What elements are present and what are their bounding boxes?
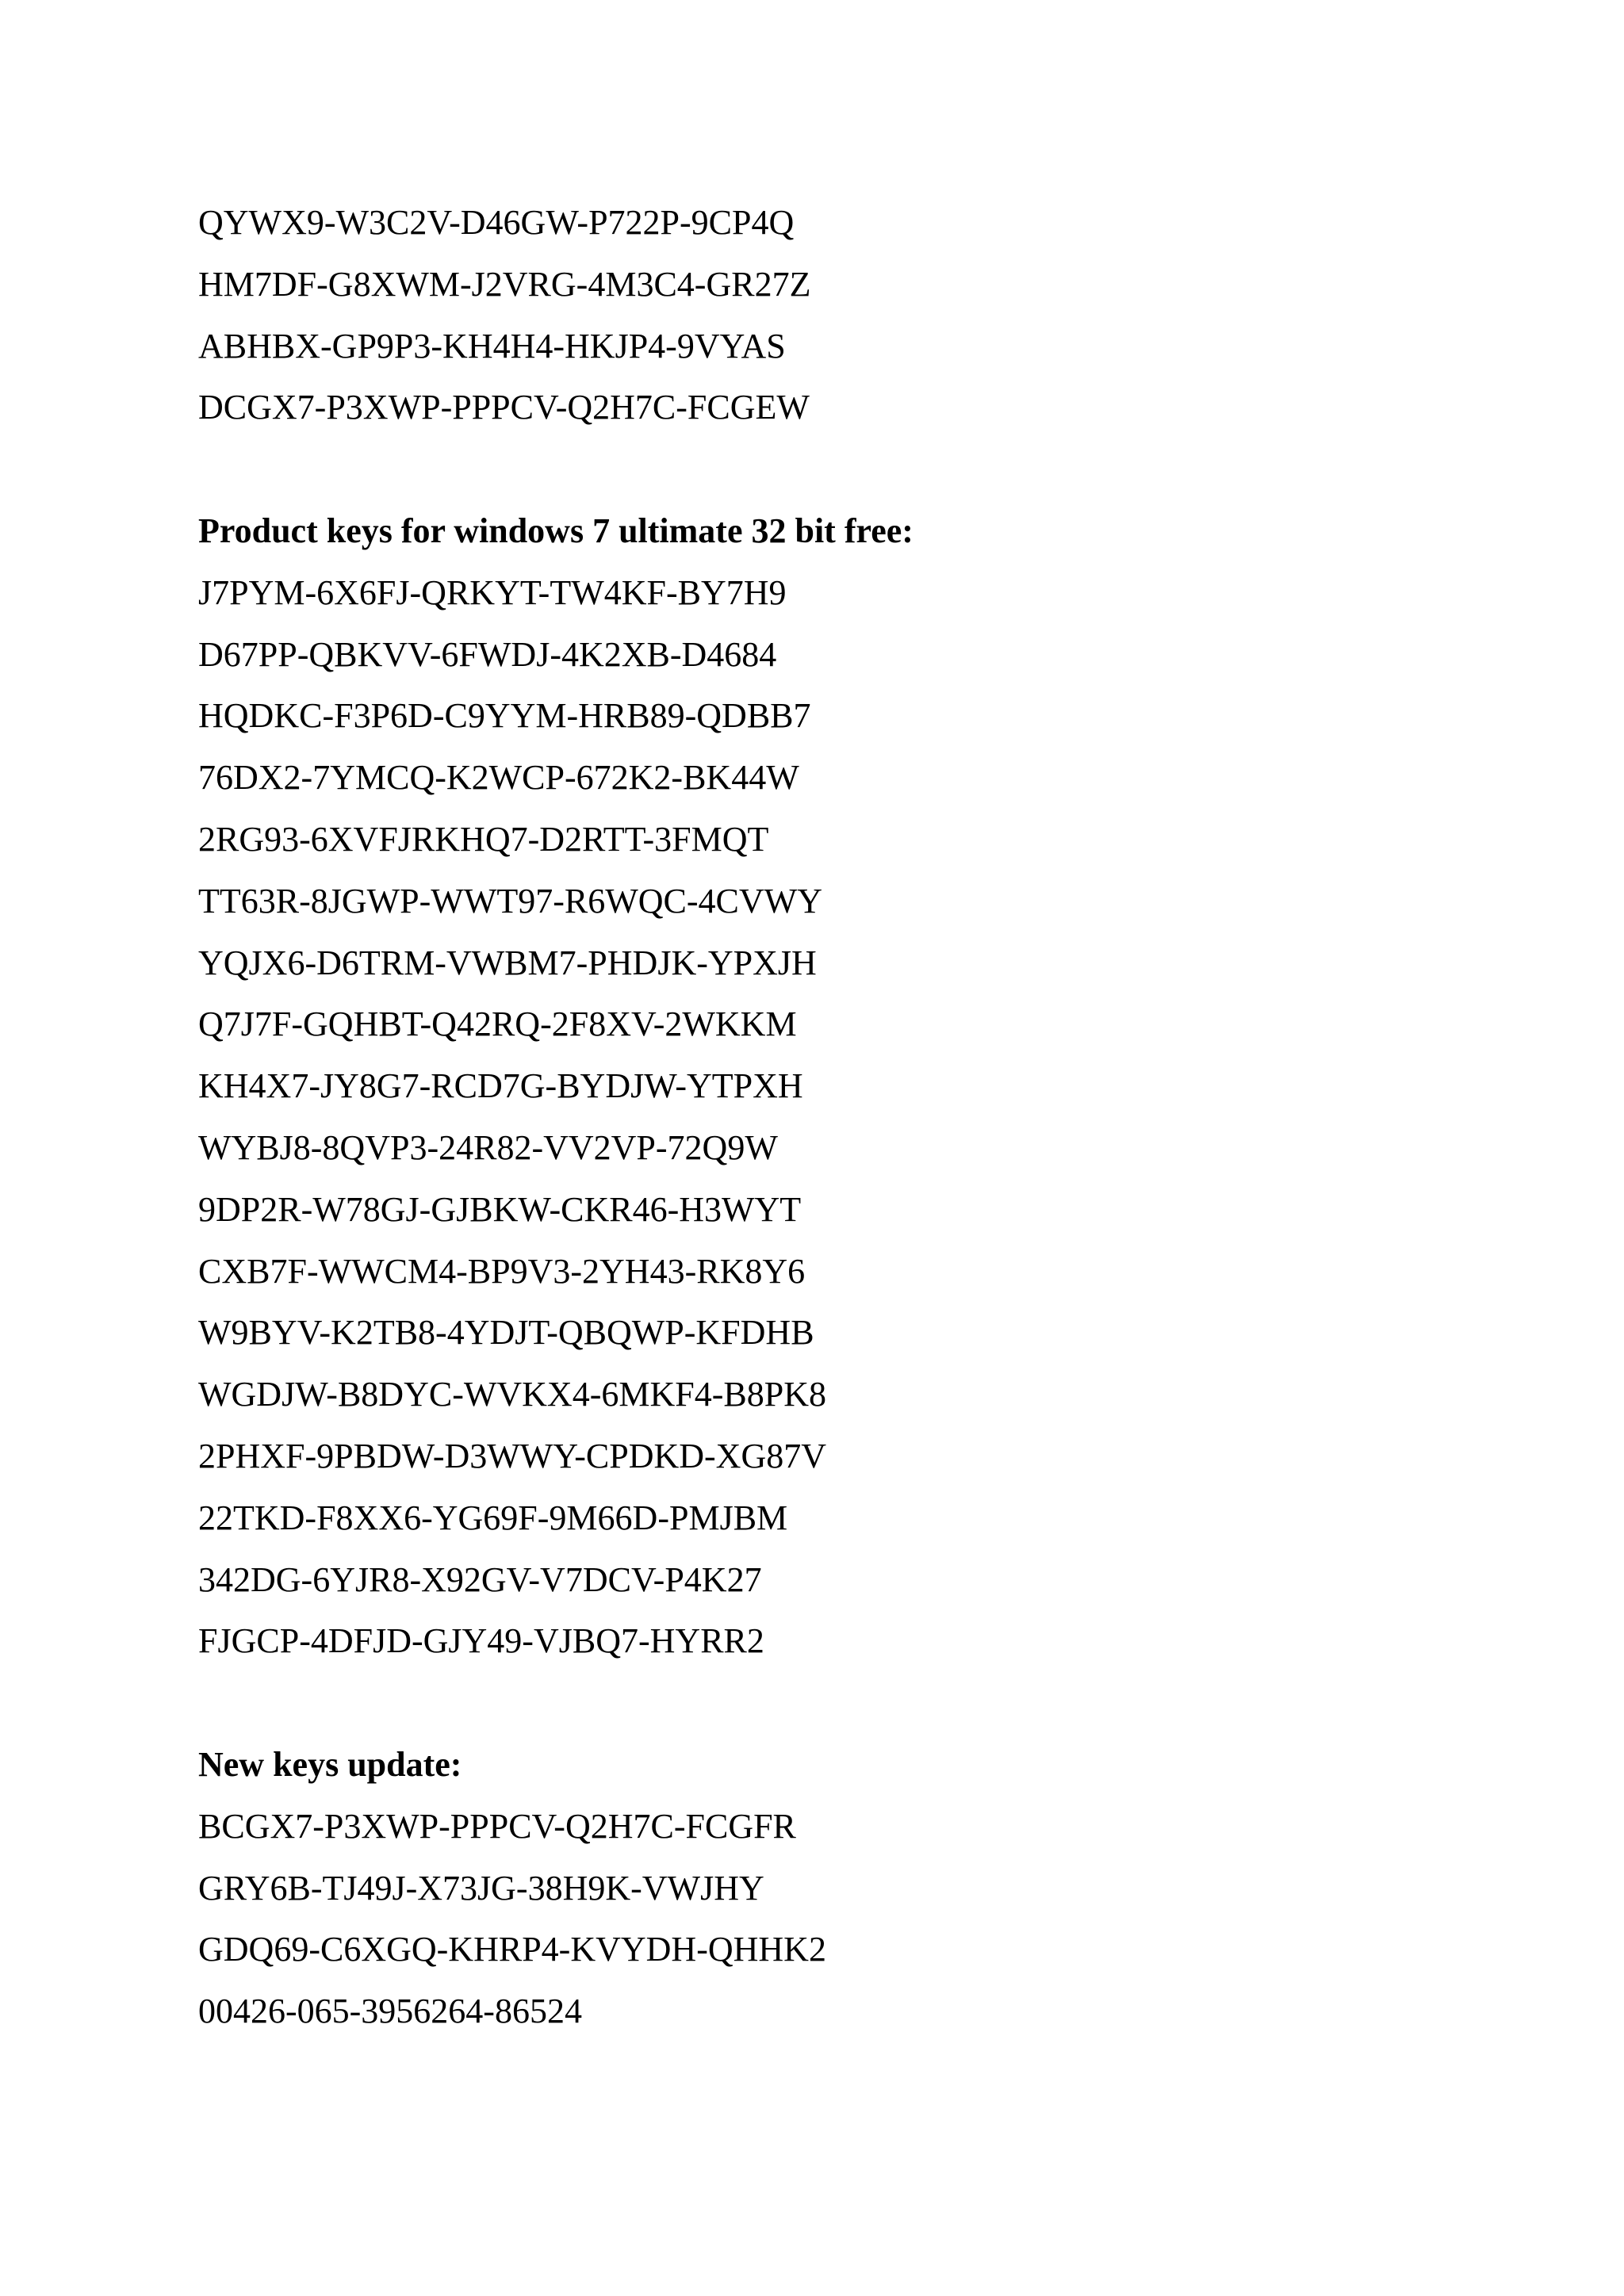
product-key: QYWX9-W3C2V-D46GW-P722P-9CP4Q: [198, 203, 795, 242]
product-key: W9BYV-K2TB8-4YDJT-QBQWP-KFDHB: [198, 1313, 814, 1353]
product-key: D67PP-QBKVV-6FWDJ-4K2XB-D4684: [198, 634, 777, 674]
document-body: [198, 192, 1467, 2042]
product-key: WGDJW-B8DYC-WVKX4-6MKF4-B8PK8: [198, 1375, 826, 1414]
product-key: 2RG93-6XVFJRKHQ7-D2RTT-3FMQT: [198, 819, 769, 859]
product-key: WYBJ8-8QVP3-24R82-VV2VP-72Q9W: [198, 1127, 778, 1167]
product-key: 2PHXF-9PBDW-D3WWY-CPDKD-XG87V: [198, 1436, 826, 1475]
product-key: HQDKC-F3P6D-C9YYM-HRB89-QDBB7: [198, 696, 811, 736]
product-key: KH4X7-JY8G7-RCD7G-BYDJW-YTPXH: [198, 1066, 803, 1106]
product-key: 22TKD-F8XX6-YG69F-9M66D-PMJBM: [198, 1498, 788, 1537]
product-key: 76DX2-7YMCQ-K2WCP-672K2-BK44W: [198, 758, 799, 798]
section-update-keys: [198, 1734, 1467, 2042]
section-heading: Product keys for windows 7 ultimate 32 bit free:: [198, 511, 914, 550]
section-ultimate-keys: [198, 500, 1467, 1672]
key-list-top: [198, 192, 1467, 438]
product-key: 342DG-6YJR8-X92GV-V7DCV-P4K27: [198, 1559, 762, 1599]
product-key: Q7J7F-GQHBT-Q42RQ-2F8XV-2WKKM: [198, 1004, 797, 1044]
product-key: 9DP2R-W78GJ-GJBKW-CKR46-H3WYT: [198, 1189, 802, 1229]
product-key: GRY6B-TJ49J-X73JG-38H9K-VWJHY: [198, 1868, 764, 1908]
product-key: ABHBX-GP9P3-KH4H4-HKJP4-9VYAS: [198, 326, 786, 365]
product-key: 00426-065-3956264-86524: [198, 1992, 582, 2031]
product-key: FJGCP-4DFJD-GJY49-VJBQ7-HYRR2: [198, 1621, 764, 1661]
product-key: TT63R-8JGWP-WWT97-R6WQC-4CVWY: [198, 881, 822, 920]
product-key: GDQ69-C6XGQ-KHRP4-KVYDH-QHHK2: [198, 1930, 826, 1969]
section-heading: New keys update:: [198, 1744, 462, 1784]
paragraph-gap: [198, 1672, 1467, 1734]
product-key: BCGX7-P3XWP-PPPCV-Q2H7C-FCGFR: [198, 1806, 796, 1846]
product-key: CXB7F-WWCM4-BP9V3-2YH43-RK8Y6: [198, 1251, 806, 1291]
product-key: HM7DF-G8XWM-J2VRG-4M3C4-GR27Z: [198, 264, 811, 304]
product-key: J7PYM-6X6FJ-QRKYT-TW4KF-BY7H9: [198, 572, 787, 612]
paragraph-gap: [198, 438, 1467, 500]
product-key: YQJX6-D6TRM-VWBM7-PHDJK-YPXJH: [198, 943, 817, 982]
product-key: DCGX7-P3XWP-PPPCV-Q2H7C-FCGEW: [198, 388, 810, 427]
